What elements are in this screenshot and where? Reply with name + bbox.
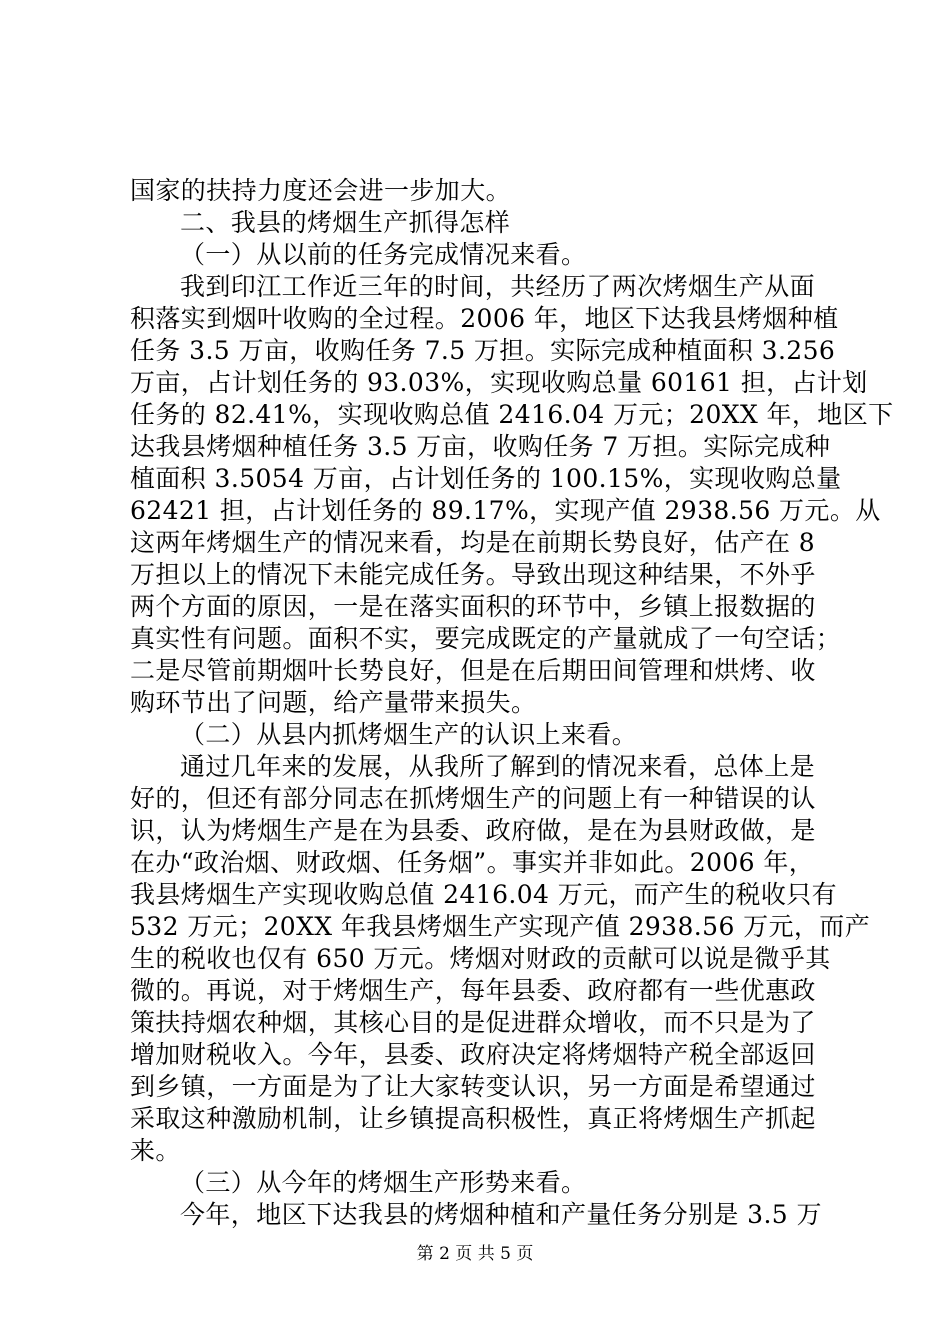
text-line: 微的。再说，对于烤烟生产，每年县委、政府都有一些优惠政 <box>130 976 816 1005</box>
text-line: 二是尽管前期烟叶长势良好，但是在后期田间管理和烘烤、收 <box>130 656 816 685</box>
text-line: 来。 <box>130 1136 181 1165</box>
text-line: 生的税收也仅有 650 万元。烤烟对财政的贡献可以说是微乎其 <box>130 944 831 973</box>
text-line: 我县烤烟生产实现收购总值 2416.04 万元，而产生的税收只有 <box>130 880 838 909</box>
text-line: 62421 担，占计划任务的 89.17%，实现产值 2938.56 万元。从 <box>130 496 881 525</box>
text-line: 任务的 82.41%，实现收购总值 2416.04 万元；20XX 年，地区下 <box>130 400 894 429</box>
subsection-heading: （一）从以前的任务完成情况来看。 <box>180 240 587 269</box>
text-line: 532 万元；20XX 年我县烤烟生产实现产值 2938.56 万元，而产 <box>130 912 871 941</box>
text-line: 到乡镇，一方面是为了让大家转变认识，另一方面是希望通过 <box>130 1072 816 1101</box>
text-line: 这两年烤烟生产的情况来看，均是在前期长势良好，估产在 8 <box>130 528 816 557</box>
text-line: 增加财税收入。今年，县委、政府决定将烤烟特产税全部返回 <box>130 1040 816 1069</box>
section-heading: 二、我县的烤烟生产抓得怎样 <box>180 208 511 237</box>
text-line: 购环节出了问题，给产量带来损失。 <box>130 688 537 717</box>
text-line: 好的，但还有部分同志在抓烤烟生产的问题上有一种错误的认 <box>130 784 816 813</box>
page-number: 第 2 页 共 5 页 <box>416 1244 534 1264</box>
text-line: 任务 3.5 万亩，收购任务 7.5 万担。实际完成种植面积 3.256 <box>130 336 836 365</box>
text-line: 通过几年来的发展，从我所了解到的情况来看，总体上是 <box>180 752 816 781</box>
subsection-heading: （二）从县内抓烤烟生产的认识上来看。 <box>180 720 638 749</box>
text-line: 万亩，占计划任务的 93.03%，实现收购总量 60161 担，占计划 <box>130 368 868 397</box>
text-line: 策扶持烟农种烟，其核心目的是促进群众增收，而不只是为了 <box>130 1008 816 1037</box>
text-line: 采取这种激励机制，让乡镇提高积极性，真正将烤烟生产抓起 <box>130 1104 816 1133</box>
text-line: 在办“政治烟、财政烟、任务烟”。事实并非如此。2006 年， <box>130 848 815 877</box>
text-line: 达我县烤烟种植任务 3.5 万亩，收购任务 7 万担。实际完成种 <box>130 432 831 461</box>
text-line: 万担以上的情况下未能完成任务。导致出现这种结果，不外乎 <box>130 560 816 589</box>
document-body <box>130 175 894 1231</box>
text-line: 国家的扶持力度还会进一步加大。 <box>130 176 512 205</box>
text-line: 今年，地区下达我县的烤烟种植和产量任务分别是 3.5 万 <box>180 1200 822 1229</box>
text-line: 我到印江工作近三年的时间，共经历了两次烤烟生产从面 <box>180 272 816 301</box>
subsection-heading: （三）从今年的烤烟生产形势来看。 <box>180 1168 587 1197</box>
text-line: 积落实到烟叶收购的全过程。2006 年，地区下达我县烤烟种植 <box>130 304 839 333</box>
text-line: 识，认为烤烟生产是在为县委、政府做，是在为县财政做，是 <box>130 816 816 845</box>
text-line: 植面积 3.5054 万亩，占计划任务的 100.15%，实现收购总量 <box>130 464 842 493</box>
text-line: 两个方面的原因，一是在落实面积的环节中，乡镇上报数据的 <box>130 592 816 621</box>
text-line: 真实性有问题。面积不实，要完成既定的产量就成了一句空话； <box>130 624 842 653</box>
